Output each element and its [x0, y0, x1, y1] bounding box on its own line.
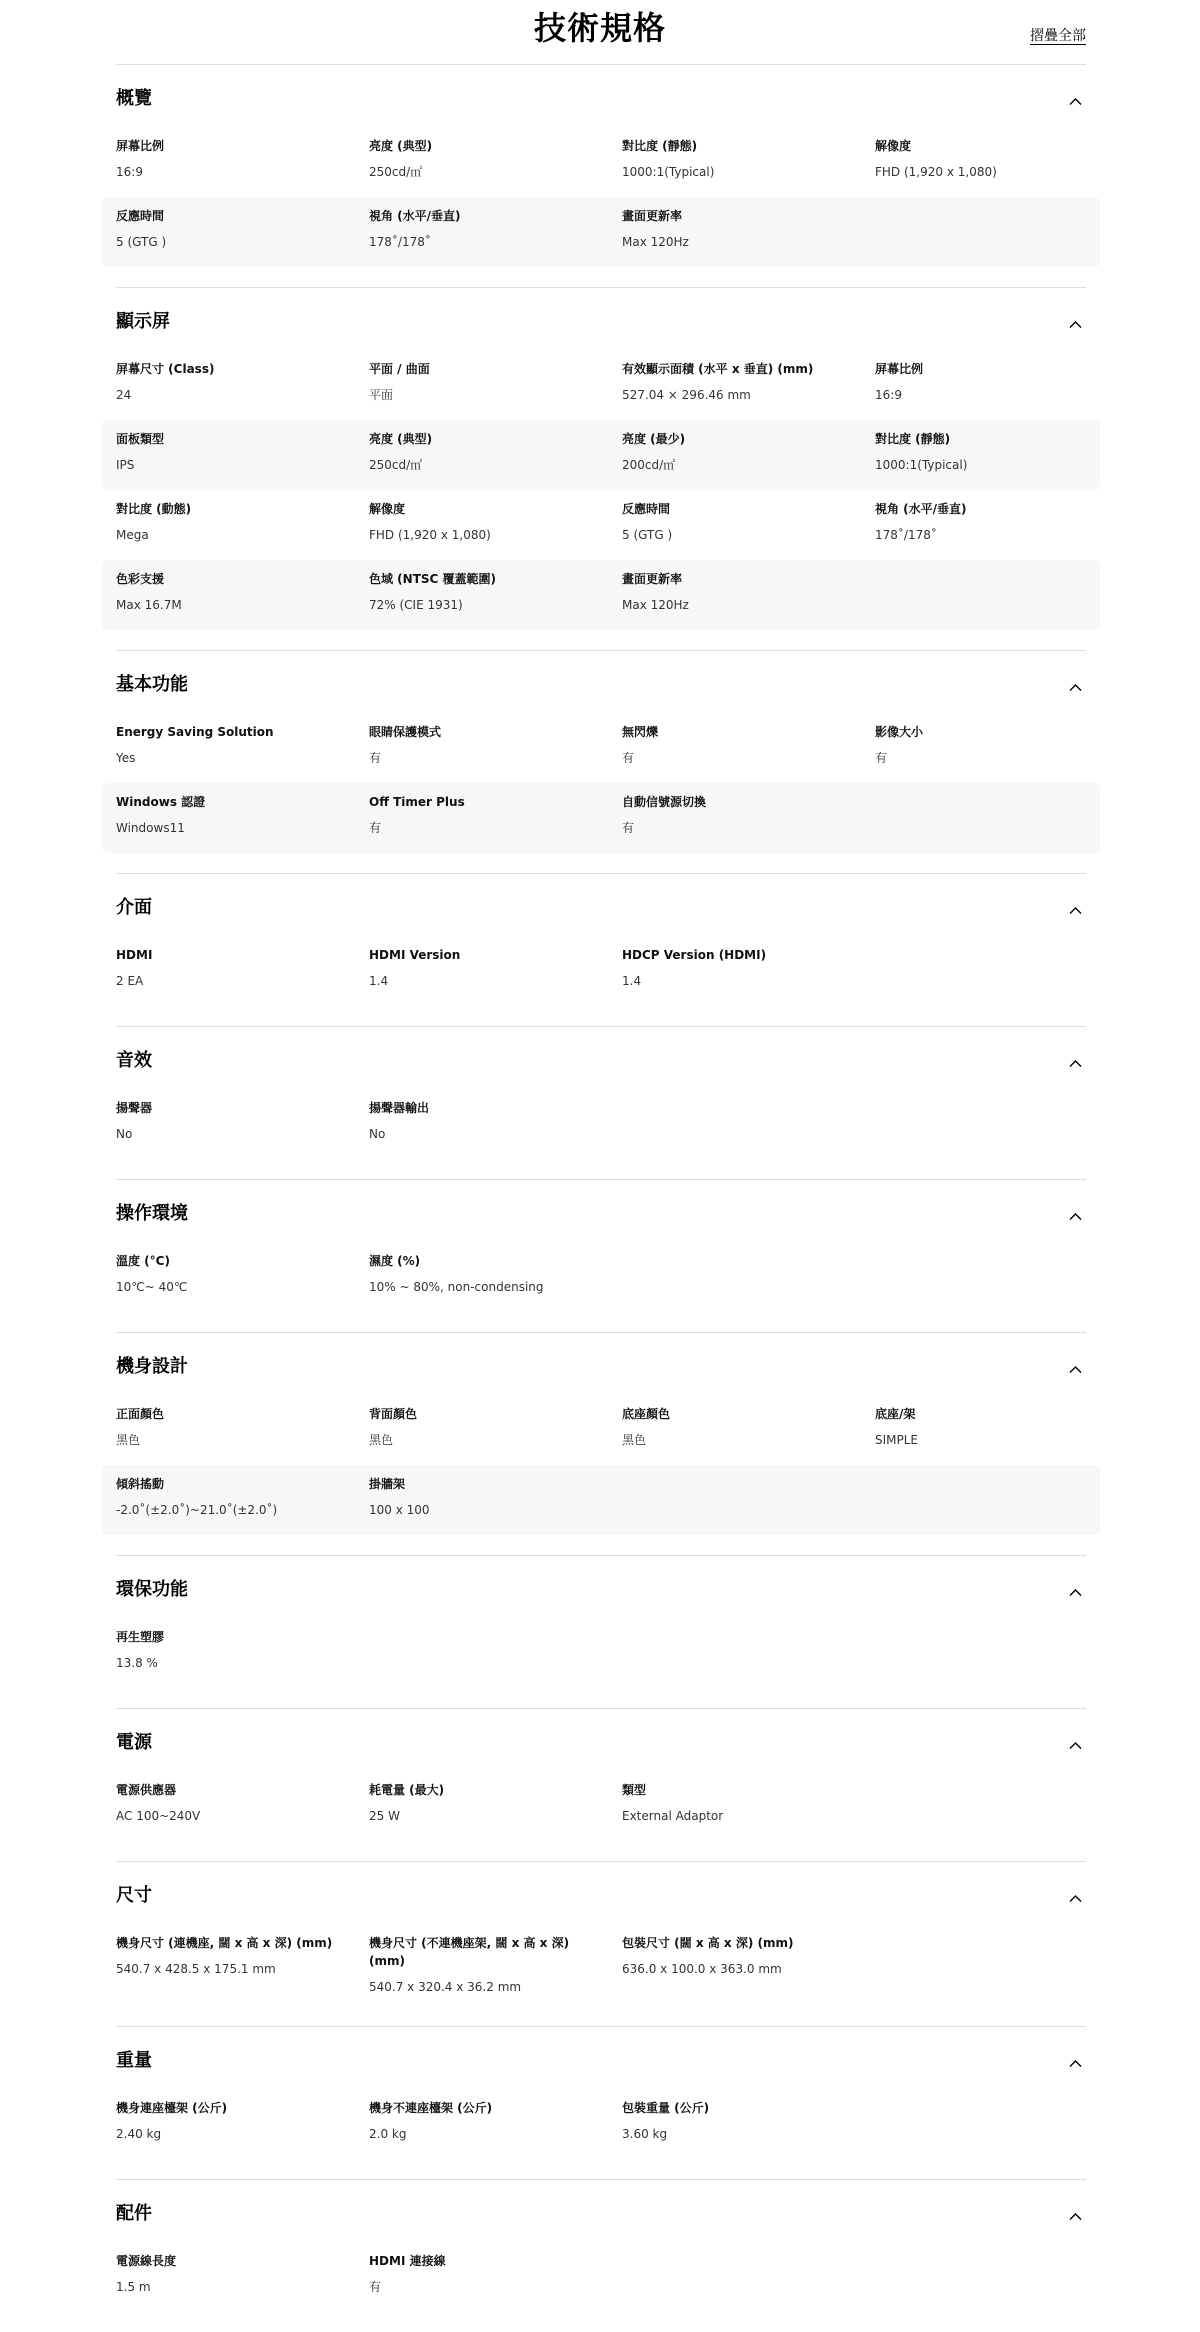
spec-row — [102, 1924, 1100, 2006]
spec-item — [875, 723, 1128, 773]
section-header[interactable] — [116, 85, 1086, 113]
section-title: 重量 — [116, 2050, 152, 2071]
spec-value: 13.8 % — [116, 1656, 158, 1670]
section-title: 介面 — [116, 897, 152, 918]
spec-label: 平面 / 曲面 — [369, 362, 430, 376]
spec-row — [102, 1242, 1100, 1312]
spec-item — [622, 793, 875, 843]
spec-item — [622, 207, 875, 257]
spec-label: 包裝尺寸 (闊 x 高 x 深) (mm) — [622, 1936, 794, 1950]
chevron-up-icon[interactable] — [1069, 2210, 1082, 2223]
spec-label: 耗電量 (最大) — [369, 1783, 445, 1797]
spec-value: AC 100~240V — [116, 1809, 201, 1823]
spec-label: 機身連座檯架 (公斤) — [116, 2101, 228, 2115]
spec-section — [116, 1708, 1086, 1861]
spec-label: 反應時間 — [622, 502, 671, 516]
spec-row — [102, 127, 1100, 197]
spec-value: 24 — [116, 388, 132, 402]
spec-item — [369, 1934, 622, 1996]
spec-label: 眼睛保護模式 — [369, 725, 442, 739]
spec-label: 反應時間 — [116, 209, 165, 223]
spec-label: 色彩支援 — [116, 572, 165, 586]
spec-value: 200cd/㎡ — [622, 458, 676, 472]
spec-section — [116, 1332, 1086, 1555]
spec-item — [116, 2099, 369, 2149]
spec-row — [102, 1089, 1100, 1159]
chevron-up-icon[interactable] — [1069, 904, 1082, 917]
section-title: 尺寸 — [116, 1885, 152, 1906]
section-title: 配件 — [116, 2203, 152, 2224]
spec-item — [116, 1781, 369, 1831]
spec-label: 底座顏色 — [622, 1407, 671, 1421]
section-header[interactable] — [116, 671, 1086, 699]
spec-item — [116, 430, 369, 480]
spec-item — [622, 1781, 875, 1831]
spec-value: 2.0 kg — [369, 2127, 407, 2141]
spec-label: HDCP Version (HDMI) — [622, 948, 767, 962]
spec-section — [116, 64, 1086, 287]
spec-item — [622, 723, 875, 773]
section-header[interactable] — [116, 1882, 1086, 1910]
spec-label: 色域 (NTSC 覆蓋範圍) — [369, 572, 497, 586]
spec-value: 黑色 — [369, 1433, 394, 1447]
spec-item — [369, 500, 622, 550]
spec-item — [116, 723, 369, 773]
chevron-up-icon[interactable] — [1069, 1892, 1082, 1905]
spec-item — [369, 1781, 622, 1831]
spec-value: 16:9 — [875, 388, 902, 402]
spec-label: 視角 (水平/垂直) — [875, 502, 967, 516]
chevron-up-icon[interactable] — [1069, 1057, 1082, 1070]
spec-section — [116, 1179, 1086, 1332]
spec-value: -2.0˚(±2.0˚)~21.0˚(±2.0˚) — [116, 1503, 278, 1517]
spec-item — [622, 1934, 875, 1996]
spec-label: 揚聲器輸出 — [369, 1101, 430, 1115]
spec-item — [369, 430, 622, 480]
spec-row — [102, 1771, 1100, 1841]
spec-label: 畫面更新率 — [622, 572, 683, 586]
spec-value: 平面 — [369, 388, 394, 402]
spec-label: 亮度 (典型) — [369, 432, 433, 446]
spec-label: 解像度 — [875, 139, 912, 153]
spec-item — [116, 1934, 369, 1996]
spec-item — [369, 1405, 622, 1455]
spec-label: 揚聲器 — [116, 1101, 153, 1115]
section-title: 機身設計 — [116, 1356, 188, 1377]
section-title: 概覽 — [116, 88, 152, 109]
chevron-up-icon[interactable] — [1069, 1586, 1082, 1599]
spec-value: Windows11 — [116, 821, 185, 835]
spec-label: 傾斜搖動 — [116, 1477, 165, 1491]
spec-item — [369, 946, 622, 996]
spec-label: 對比度 (靜態) — [875, 432, 951, 446]
spec-label: 有效顯示面積 (水平 x 垂直) (mm) — [622, 362, 814, 376]
spec-item — [369, 360, 622, 410]
spec-label: 對比度 (動態) — [116, 502, 192, 516]
spec-row — [102, 2242, 1100, 2312]
spec-value: 黑色 — [116, 1433, 141, 1447]
section-header[interactable] — [116, 1729, 1086, 1757]
section-header[interactable] — [116, 1200, 1086, 1228]
spec-section — [116, 873, 1086, 1026]
spec-item — [116, 360, 369, 410]
spec-label: 對比度 (靜態) — [622, 139, 698, 153]
page-header — [0, 6, 1200, 64]
spec-value: 有 — [369, 821, 382, 835]
section-title: 音效 — [116, 1050, 152, 1071]
spec-label: 溫度 (°C) — [116, 1254, 170, 1268]
spec-item — [116, 1252, 369, 1302]
spec-item — [369, 207, 622, 257]
section-title: 基本功能 — [116, 674, 188, 695]
spec-item — [369, 2252, 622, 2302]
spec-value: 1000:1(Typical) — [622, 165, 715, 179]
spec-row — [102, 420, 1100, 490]
spec-section — [116, 287, 1086, 650]
spec-label: HDMI Version — [369, 948, 461, 962]
spec-value: 10% ~ 80%, non-condensing — [369, 1280, 544, 1294]
spec-value: 2 EA — [116, 974, 144, 988]
spec-row — [102, 936, 1100, 1006]
chevron-up-icon[interactable] — [1069, 1739, 1082, 1752]
spec-section — [116, 650, 1086, 873]
spec-row — [102, 2089, 1100, 2159]
spec-value: 540.7 x 428.5 x 175.1 mm — [116, 1962, 276, 1976]
spec-value: Max 16.7M — [116, 598, 182, 612]
spec-label: Off Timer Plus — [369, 795, 465, 809]
spec-label: 解像度 — [369, 502, 406, 516]
spec-item — [622, 137, 875, 187]
spec-value: 黑色 — [622, 1433, 647, 1447]
spec-value: No — [116, 1127, 133, 1141]
spec-row — [102, 1395, 1100, 1465]
spec-row — [102, 490, 1100, 560]
spec-item — [116, 1475, 369, 1525]
spec-item — [116, 2252, 369, 2302]
spec-label: 再生塑膠 — [116, 1630, 165, 1644]
spec-value: IPS — [116, 458, 135, 472]
spec-item — [369, 1475, 622, 1525]
spec-item — [622, 430, 875, 480]
spec-value: Max 120Hz — [622, 235, 689, 249]
spec-row — [102, 560, 1100, 630]
spec-item — [116, 946, 369, 996]
spec-item — [622, 1405, 875, 1455]
spec-section — [116, 2179, 1086, 2332]
spec-section — [116, 1026, 1086, 1179]
spec-value: 5 (GTG ) — [622, 528, 673, 542]
spec-row — [102, 713, 1100, 783]
spec-value: 5 (GTG ) — [116, 235, 167, 249]
spec-item — [369, 2099, 622, 2149]
spec-label: 影像大小 — [875, 725, 924, 739]
page-title: 技術規格 — [533, 9, 666, 47]
spec-item — [622, 946, 875, 996]
section-header[interactable] — [116, 308, 1086, 336]
collapse-all-link[interactable]: 摺疊全部 — [1030, 25, 1086, 45]
spec-label: Windows 認證 — [116, 795, 206, 809]
section-header[interactable] — [116, 1576, 1086, 1604]
spec-value: Mega — [116, 528, 149, 542]
spec-row — [102, 197, 1100, 267]
spec-value: 100 x 100 — [369, 1503, 430, 1517]
spec-item — [875, 500, 1128, 550]
spec-value: 1.4 — [622, 974, 642, 988]
chevron-up-icon[interactable] — [1069, 2057, 1082, 2070]
spec-label: 面板類型 — [116, 432, 165, 446]
spec-value: 540.7 x 320.4 x 36.2 mm — [369, 1980, 522, 1994]
spec-label: HDMI 連接線 — [369, 2254, 446, 2268]
spec-value: 有 — [622, 751, 635, 765]
section-header[interactable] — [116, 2200, 1086, 2228]
spec-item — [369, 793, 622, 843]
chevron-up-icon[interactable] — [1069, 1210, 1082, 1223]
spec-value: 16:9 — [116, 165, 143, 179]
spec-label: 畫面更新率 — [622, 209, 683, 223]
spec-value: 1.4 — [369, 974, 389, 988]
chevron-up-icon[interactable] — [1069, 681, 1082, 694]
spec-label: 正面顏色 — [116, 1407, 165, 1421]
spec-value: 178˚/178˚ — [875, 528, 937, 542]
spec-label: 機身尺寸 (連機座, 闊 x 高 x 深) (mm) — [116, 1936, 333, 1950]
spec-item — [622, 500, 875, 550]
spec-label: 電源線長度 — [116, 2254, 177, 2268]
spec-section — [116, 1555, 1086, 1708]
section-header[interactable] — [116, 1047, 1086, 1075]
spec-item — [875, 360, 1128, 410]
spec-value: 1.5 m — [116, 2280, 151, 2294]
spec-item — [622, 570, 875, 620]
spec-item — [369, 570, 622, 620]
spec-item — [875, 137, 1128, 187]
section-title: 操作環境 — [116, 1203, 188, 1224]
spec-item — [116, 793, 369, 843]
spec-label: 機身尺寸 (不連機座架, 闊 x 高 x 深) (mm) — [369, 1936, 570, 1968]
spec-row — [102, 783, 1100, 853]
spec-label: 屏幕尺寸 (Class) — [116, 362, 215, 376]
spec-value: No — [369, 1127, 386, 1141]
section-header[interactable] — [116, 894, 1086, 922]
spec-item — [622, 2099, 875, 2149]
spec-item — [369, 723, 622, 773]
chevron-up-icon[interactable] — [1069, 318, 1082, 331]
spec-value: 250cd/㎡ — [369, 165, 423, 179]
chevron-up-icon[interactable] — [1069, 1363, 1082, 1376]
section-header[interactable] — [116, 2047, 1086, 2075]
spec-item — [369, 1099, 622, 1149]
spec-row — [102, 1465, 1100, 1535]
spec-item — [116, 1099, 369, 1149]
spec-value: 178˚/178˚ — [369, 235, 431, 249]
spec-value: External Adaptor — [622, 1809, 724, 1823]
spec-label: 無閃爍 — [622, 725, 659, 739]
spec-value: 527.04 × 296.46 mm — [622, 388, 751, 402]
spec-label: 類型 — [622, 1783, 647, 1797]
spec-value: Yes — [116, 751, 136, 765]
spec-value: 有 — [875, 751, 888, 765]
spec-row — [102, 350, 1100, 420]
spec-label: Energy Saving Solution — [116, 725, 274, 739]
spec-value: 1000:1(Typical) — [875, 458, 968, 472]
section-title: 顯示屏 — [116, 311, 170, 332]
spec-label: 電源供應器 — [116, 1783, 177, 1797]
spec-item — [116, 207, 369, 257]
spec-label: 包裝重量 (公斤) — [622, 2101, 710, 2115]
chevron-up-icon[interactable] — [1069, 95, 1082, 108]
spec-value: 10℃~ 40℃ — [116, 1280, 188, 1294]
spec-label: HDMI — [116, 948, 153, 962]
spec-item — [369, 137, 622, 187]
spec-label: 亮度 (最少) — [622, 432, 686, 446]
spec-label: 背面顏色 — [369, 1407, 418, 1421]
spec-label: 亮度 (典型) — [369, 139, 433, 153]
section-header[interactable] — [116, 1353, 1086, 1381]
spec-value: FHD (1,920 x 1,080) — [875, 165, 997, 179]
spec-item — [875, 430, 1128, 480]
spec-value: 72% (CIE 1931) — [369, 598, 463, 612]
spec-value: 25 W — [369, 1809, 400, 1823]
spec-value: 有 — [369, 751, 382, 765]
spec-row — [102, 1618, 1100, 1688]
spec-item — [116, 1628, 369, 1678]
spec-value: FHD (1,920 x 1,080) — [369, 528, 491, 542]
spec-label: 底座/架 — [875, 1407, 916, 1421]
spec-value: 636.0 x 100.0 x 363.0 mm — [622, 1962, 782, 1976]
spec-label: 掛牆架 — [369, 1477, 406, 1491]
spec-item — [622, 360, 875, 410]
spec-item — [116, 500, 369, 550]
spec-value: 有 — [369, 2280, 382, 2294]
spec-item — [369, 1252, 622, 1302]
spec-item — [116, 137, 369, 187]
spec-value: 2.40 kg — [116, 2127, 162, 2141]
spec-item — [116, 570, 369, 620]
spec-label: 自動信號源切換 — [622, 795, 707, 809]
spec-label: 屏幕比例 — [875, 362, 924, 376]
spec-section — [116, 2026, 1086, 2179]
spec-label: 機身不連座檯架 (公斤) — [369, 2101, 493, 2115]
spec-value: 250cd/㎡ — [369, 458, 423, 472]
spec-label: 濕度 (%) — [369, 1254, 421, 1268]
spec-sections — [0, 64, 1200, 2332]
spec-item — [116, 1405, 369, 1455]
spec-value: 有 — [622, 821, 635, 835]
spec-value: 3.60 kg — [622, 2127, 668, 2141]
spec-item — [875, 1405, 1128, 1455]
spec-label: 視角 (水平/垂直) — [369, 209, 461, 223]
section-title: 環保功能 — [116, 1579, 188, 1600]
spec-section — [116, 1861, 1086, 2026]
spec-value: SIMPLE — [875, 1433, 919, 1447]
section-title: 電源 — [116, 1732, 152, 1753]
spec-label: 屏幕比例 — [116, 139, 165, 153]
spec-value: Max 120Hz — [622, 598, 689, 612]
